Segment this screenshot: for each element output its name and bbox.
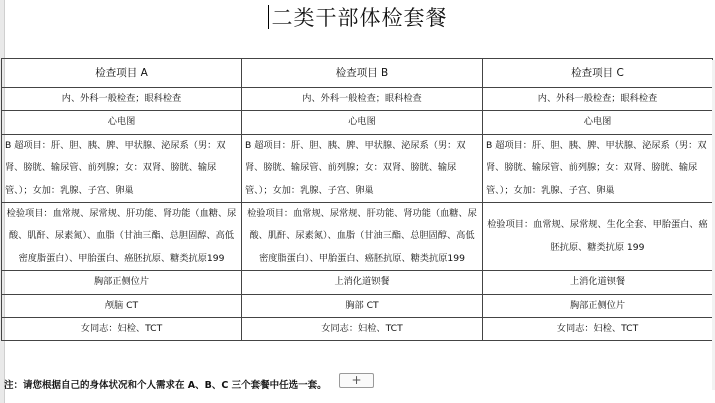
table-header-row [2, 59, 713, 88]
table-cell: 内、外科一般检查；眼科检查 [483, 88, 713, 111]
table-cell: 上消化道钡餐 [242, 271, 483, 294]
column-header-b: 检查项目 B [242, 59, 483, 88]
table-row [2, 271, 713, 294]
table-cell: 心电图 [2, 111, 242, 134]
table-row [2, 294, 713, 317]
table-cell: 心电图 [483, 111, 713, 134]
table-cell: 胸部正侧位片 [2, 271, 242, 294]
column-header-c: 检查项目 C [483, 59, 713, 88]
document-title: 二类干部体检套餐 [271, 6, 448, 30]
table-cell: 胸部正侧位片 [483, 294, 713, 317]
table-cell: 女同志：妇检、TCT [2, 318, 242, 341]
table-row [2, 88, 713, 111]
table-cell: 上消化道钡餐 [483, 271, 713, 294]
table-cell: 颅脑 CT [2, 294, 242, 317]
title-area [0, 0, 715, 40]
table-cell: 内、外科一般检查；眼科检查 [242, 88, 483, 111]
table-cell: 检验项目：血常规、尿常规、肝功能、肾功能（血糖、尿酸、肌酐、尿素氮）、血脂（甘油三酯、总胆固醇、高低密度脂蛋白）、甲胎蛋白、癌胚抗原、糖类抗原199 [2, 203, 242, 271]
table-row [2, 318, 713, 341]
table-cell: B 超项目：肝、胆、胰、脾、甲状腺、泌尿系（男：双肾、膀胱、输尿管、前列腺；女：双肾、膀胱、输尿管、）；女加：乳腺、子宫、卵巢 [2, 134, 242, 202]
table-cell: 胸部 CT [242, 294, 483, 317]
footnote: 注：请您根据自己的身体状况和个人需求在 A、B、C 三个套餐中任选一套。 [4, 380, 327, 391]
table-cell: 检验项目：血常规、尿常规、生化全套、甲胎蛋白、癌胚抗原、糖类抗原 199 [483, 203, 713, 271]
column-header-a: 检查项目 A [2, 59, 242, 88]
table-row [2, 203, 713, 271]
table-cell: 心电图 [242, 111, 483, 134]
table-cell: B 超项目：肝、胆、胰、脾、甲状腺、泌尿系（男：双肾、膀胱、输尿管、前列腺；女：双肾、膀胱、输尿管、）；女加：乳腺、子宫、卵巢 [242, 134, 483, 202]
checkup-package-table [1, 58, 713, 341]
table-cell: 检验项目：血常规、尿常规、肝功能、肾功能（血糖、尿酸、肌酐、尿素氮）、血脂（甘油三酯、总胆固醇、高低密度脂蛋白）、甲胎蛋白、癌胚抗原、糖类抗原199 [242, 203, 483, 271]
table-cell: B 超项目：肝、胆、胰、脾、甲状腺、泌尿系（男：双肾、膀胱、输尿管、前列腺；女：双肾、膀胱、输尿管、）；女加：乳腺、子宫、卵巢 [483, 134, 713, 202]
table-cell: 女同志：妇检、TCT [483, 318, 713, 341]
table-cell: 内、外科一般检查；眼科检查 [2, 88, 242, 111]
add-row-button[interactable]: + [339, 373, 374, 388]
text-cursor [268, 5, 269, 29]
table-row [2, 111, 713, 134]
table-cell: 女同志：妇检、TCT [242, 318, 483, 341]
table-row [2, 134, 713, 202]
